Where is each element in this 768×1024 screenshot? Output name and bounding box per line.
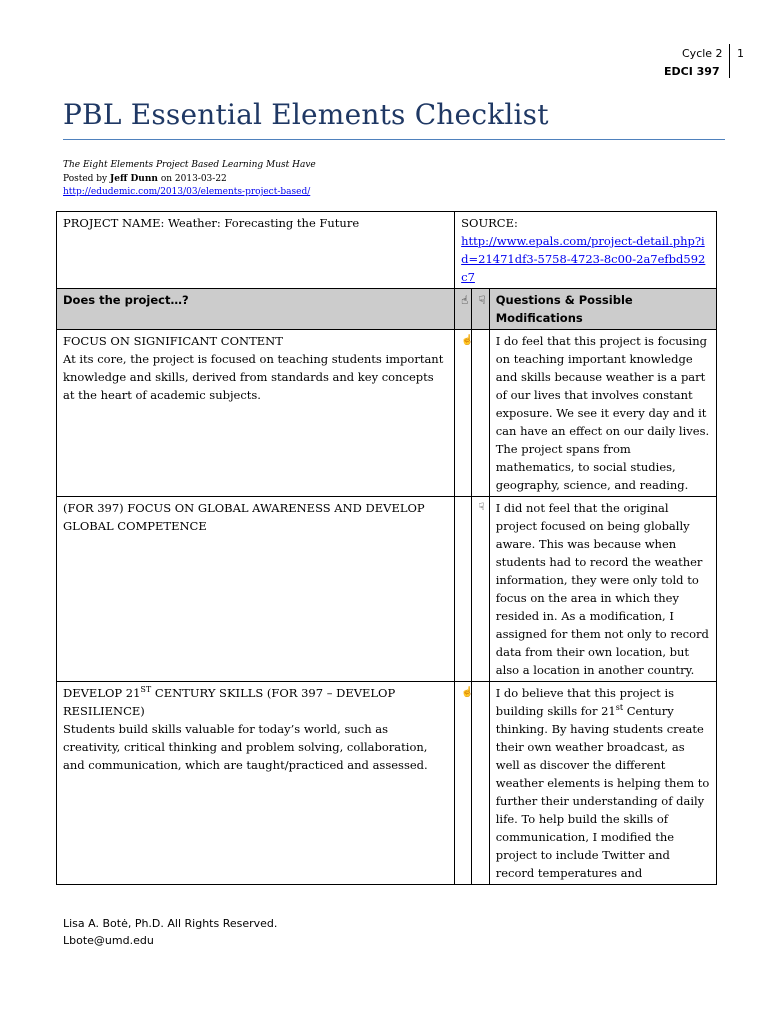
yes-mark-cell [455,330,472,497]
no-mark-cell [472,330,489,497]
project-info-row [57,212,717,289]
title-underline [63,139,725,140]
page-title: PBL Essential Elements Checklist [63,98,549,131]
thumbs-up-icon: ☝ [461,687,474,698]
article-link[interactable]: http://edudemic.com/2013/03/elements-project-based/ [63,187,311,197]
yes-mark-cell [455,682,472,885]
comment-cell: I do believe that this project is building skills for 21st Century thinking. By having students create their own weather broadcast, as well as discover the different weather elements is helping them to further their understanding of daily life. To help build the skills of communication, I modified the project to include Twitter and record temperatures and [489,682,716,885]
project-name: PROJECT NAME: Weather: Forecasting the Future [63,216,360,230]
criterion-heading: FOCUS ON SIGNIFICANT CONTENT [63,334,283,348]
comment-cell [489,330,716,497]
criterion-heading: DEVELOP 21ST CENTURY SKILLS (FOR 397 – DEVELOP RESILIENCE) [63,685,396,718]
column-header-questions: Questions & Possible Modifications [489,289,716,330]
comment-text: I did not feel that the original project focused on being globally aware. This was because when students had to record the weather information, they were only told to focus on the area in which they resided in. As a modification, I assigned for them not only to record data from their own location, but also a location in another country. [495,501,709,677]
posted-author: Jeff Dunn [110,174,158,184]
posted-date: on 2013-03-22 [157,174,227,184]
source-cell [455,212,717,289]
thumbs-up-icon: ☝ [461,335,474,346]
yes-mark-cell [455,497,472,682]
column-header-project: Does the project…? [57,289,455,330]
column-header-no [472,289,489,330]
page-footer [63,915,277,949]
thumbs-down-icon: ☟ [478,293,486,307]
criterion-cell [57,497,455,682]
cycle-label: Cycle 2 [682,47,723,60]
comment-cell [489,497,716,682]
thumbs-up-icon: ☝ [461,293,469,307]
source-label: SOURCE: [461,216,518,230]
table-row [57,330,717,497]
thumbs-down-icon: ☟ [478,502,485,513]
table-row [57,682,717,885]
article-subtitle: The Eight Elements Project Based Learning Must Have [63,160,316,170]
criterion-cell [57,330,455,497]
criterion-heading: (FOR 397) FOCUS ON GLOBAL AWARENESS AND DEVELOP GLOBAL COMPETENCE [63,501,425,533]
no-mark-cell [472,682,489,885]
checklist-table [56,211,717,885]
posted-by-line [63,174,227,184]
column-header-row [57,289,717,330]
source-link[interactable]: http://www.epals.com/project-detail.php?id=21471df3-5758-4723-8c00-2a7efbd592c7 [461,234,706,284]
posted-prefix: Posted by [63,174,110,184]
header-divider [729,44,730,78]
column-header-yes [455,289,472,330]
criterion-description: At its core, the project is focused on teaching students important knowledge and skills, derived from standards and key concepts at the heart of academic subjects. [63,352,444,402]
page-number: 1 [737,47,744,60]
copyright-line: Lisa A. Botė, Ph.D. All Rights Reserved. [63,917,278,930]
no-mark-cell [472,497,489,682]
criterion-cell [57,682,455,885]
course-label: EDCI 397 [664,65,720,78]
page-header-meta [644,44,754,80]
comment-text: I do feel that this project is focusing on teaching important knowledge and skills because weather is a part of our lives that involves constant exposure. We see it every day and it can have an effect on our daily lives. The project spans from mathematics, to social studies, geography, science, and reading. [495,334,710,492]
project-name-cell [57,212,455,289]
criterion-description: Students build skills valuable for today’s world, such as creativity, critical thinking and problem solving, collaboration, and communication, which are taught/practiced and assessed. [63,722,428,772]
author-email: Lbote@umd.edu [63,934,154,947]
table-row [57,497,717,682]
